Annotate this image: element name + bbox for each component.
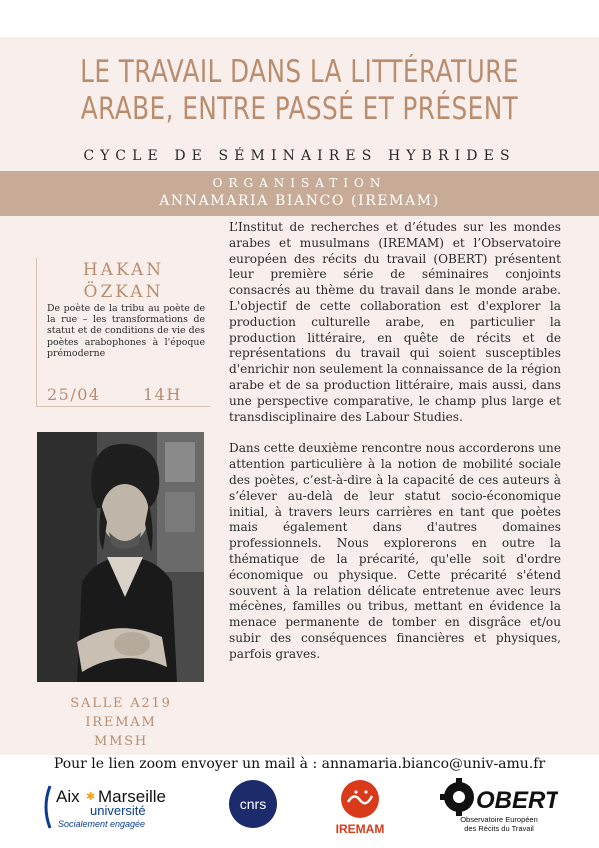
location-institute: IREMAM	[85, 715, 157, 730]
location-room: SALLE A219	[70, 696, 172, 711]
subtitle: CYCLE DE SÉMINAIRES HYBRIDES	[83, 148, 516, 164]
contact-line: Pour le lien zoom envoyer un mail à : annamaria.bianco@univ-amu.fr	[53, 756, 546, 772]
amu-logo	[42, 782, 182, 832]
amu-logo-art	[42, 782, 182, 832]
amu-logo-universite: université	[90, 803, 146, 818]
organisation-name: ANNAMARIA BIANCO (IREMAM)	[159, 193, 440, 209]
iremam-logo-text: IREMAM	[335, 822, 385, 836]
cnrs-logo-text: cnrs	[239, 796, 267, 812]
speaker-last-name: ÖZKAN	[83, 282, 164, 302]
obert-logo-text: OBERT	[476, 787, 558, 814]
iremam-logo-art	[330, 778, 390, 836]
cnrs-logo	[228, 779, 278, 829]
obert-logo-line1: Observatoire Européen	[460, 815, 538, 824]
organisation-band	[0, 171, 599, 216]
event-date: 25/04	[47, 385, 101, 404]
description-paragraph-2: Dans cette deuxième rencontre nous accorderons une attention particulière à la notion de mobilité sociale des poètes, c’est-à-dire à la capacité de ces auteurs à s’élever au-delà de leur statut socio-économique initial, à travers leurs carrières en tant que poètes mais également dans d'autres domaines professionnels. Nous explorerons en outre la thématique de la précarité, qu'elle soit d'ordre économique ou physique. Cette précarité s'étend souvent à la relation délicate entretenue avec leurs mécènes, familles ou tribus, mettant en évidence la menace permanente de tomber en disgrâce et/ou subir des conséquences financières et physiques, parfois graves.	[229, 441, 561, 661]
amu-logo-tagline: Socialement engagée	[58, 819, 146, 829]
description	[229, 220, 561, 663]
cnrs-logo-art	[228, 779, 278, 829]
title-line-2: ARABE, ENTRE PASSÉ ET PRÉSENT	[80, 91, 519, 127]
amu-logo-aix: Aix	[56, 787, 80, 806]
obert-logo-line2: des Récits du Travail	[464, 824, 534, 833]
location-building: MMSH	[93, 734, 149, 749]
speaker-box	[36, 258, 210, 407]
organisation-label: ORGANISATION	[212, 176, 387, 190]
location	[36, 694, 206, 751]
top-white-band	[0, 0, 599, 37]
iremam-logo	[330, 778, 390, 836]
poster-title	[60, 54, 539, 128]
event-time: 14H	[143, 385, 182, 404]
talk-title: De poète de la tribu au poète de la rue – les transformations de statut et de conditions de vie des poètes arabophones à l'époque prémoderne	[47, 303, 205, 359]
speaker-photo	[37, 432, 204, 682]
description-paragraph-1: L’Institut de recherches et d’études sur les mondes arabes et musulmans (IREMAM) et l’Observatoire européen des récits du travail (OBERT) présentent leur première série de séminaires conjoints consacrés au thème du travail dans le monde arabe. L'objectif de cette collaboration est d'explorer la production culturelle arabe, en particulier la production littéraire, en quête de récits et de représentations du travail qui soient susceptibles d'enrichir non seulement la connaissance de la région arabe et de sa production littéraire, mais aussi, dans une perspective comparative, le champ plus large et transdisciplinaire des Labour Studies.	[229, 220, 561, 424]
speaker-portrait-illustration	[37, 432, 204, 682]
obert-logo-art	[440, 778, 558, 836]
gear-icon	[440, 778, 474, 816]
speaker-first-name: HAKAN	[82, 260, 165, 280]
title-line-1: LE TRAVAIL DANS LA LITTÉRATURE	[80, 54, 519, 90]
amu-logo-marseille: Marseille	[98, 787, 167, 806]
obert-logo	[440, 778, 558, 836]
star-icon: ✱	[86, 790, 96, 803]
